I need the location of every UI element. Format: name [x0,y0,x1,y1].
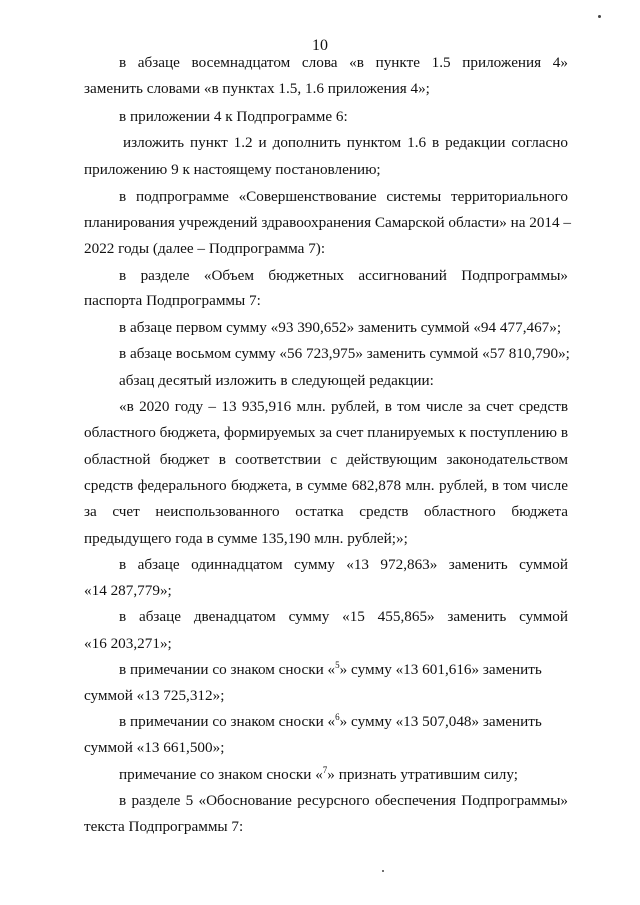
page-number: 10 [312,37,328,54]
paragraph-line: в приложении 4 к Подпрограмме 6: [119,108,348,125]
paragraph-line: областного бюджета, формируемых за счет планируемых к поступлению в [84,424,568,441]
line-text: в примечании со знаком сноски « [119,661,336,678]
paragraph-line [119,713,568,731]
paragraph-line: средств федерального бюджета, в сумме 682,878 млн. рублей, в том числе [84,477,568,494]
footnote-mark: 6 [335,712,340,722]
paragraph-line: приложению 9 к настоящему постановлению; [84,161,381,178]
paragraph-line: «16 203,271»; [84,635,172,652]
paragraph-line: в подпрограмме «Совершенствование системы территориального [119,188,568,205]
line-text: примечание со знаком сноски « [119,766,323,783]
paragraph-line: планирования учреждений здравоохранения Самарской области» на 2014 – [84,214,572,231]
line-text: » сумму «13 601,616» заменить [339,661,542,678]
paragraph-line: в абзаце восьмом сумму «56 723,975» заменить суммой «57 810,790»; [119,345,570,362]
paragraph-line: абзац десятый изложить в следующей редакции: [119,372,434,389]
paragraph-line [119,766,568,784]
paragraph-line: областной бюджет в соответствии с действующим законодательством [84,451,568,468]
paragraph-line: в абзаце восемнадцатом слова «в пункте 1.5 приложения 4» [119,54,568,71]
paragraph-line: в разделе 5 «Обоснование ресурсного обеспечения Подпрограммы» [119,792,568,809]
footnote-mark: 7 [322,765,328,775]
scan-speck [598,15,601,18]
line-text: в примечании со знаком сноски « [119,713,336,730]
paragraph-line: в абзаце двенадцатом сумму «15 455,865» заменить суммой [119,608,568,625]
paragraph-line: «в 2020 году – 13 935,916 млн. рублей, в том числе за счет средств [119,398,568,415]
scan-speck [382,870,384,872]
paragraph-line: в абзаце первом сумму «93 390,652» заменить суммой «94 477,467»; [119,319,562,336]
paragraph-line: заменить словами «в пунктах 1.5, 1.6 приложения 4»; [84,80,430,97]
paragraph-line: «14 287,779»; [84,582,172,599]
paragraph-line: суммой «13 661,500»; [84,739,225,756]
paragraph-line: 2022 годы (далее – Подпрограмма 7): [84,240,326,257]
footnote-mark: 5 [335,660,340,670]
paragraph-line: предыдущего года в сумме 135,190 млн. рублей;»; [84,530,408,547]
paragraph-line: за счет неиспользованного остатка средств областного бюджета [84,503,568,520]
paragraph-line: в абзаце одиннадцатом сумму «13 972,863» заменить суммой [119,556,568,573]
paragraph-line: изложить пункт 1.2 и дополнить пунктом 1.6 в редакции согласно [123,134,568,151]
paragraph-line: паспорта Подпрограммы 7: [84,292,261,309]
line-text: » признать утратившим силу; [327,766,518,783]
paragraph-line: суммой «13 725,312»; [84,687,225,704]
paragraph-line [119,661,568,679]
line-text: » сумму «13 507,048» заменить [339,713,542,730]
paragraph-line: в разделе «Объем бюджетных ассигнований Подпрограммы» [119,267,568,284]
paragraph-line: текста Подпрограммы 7: [84,818,244,835]
